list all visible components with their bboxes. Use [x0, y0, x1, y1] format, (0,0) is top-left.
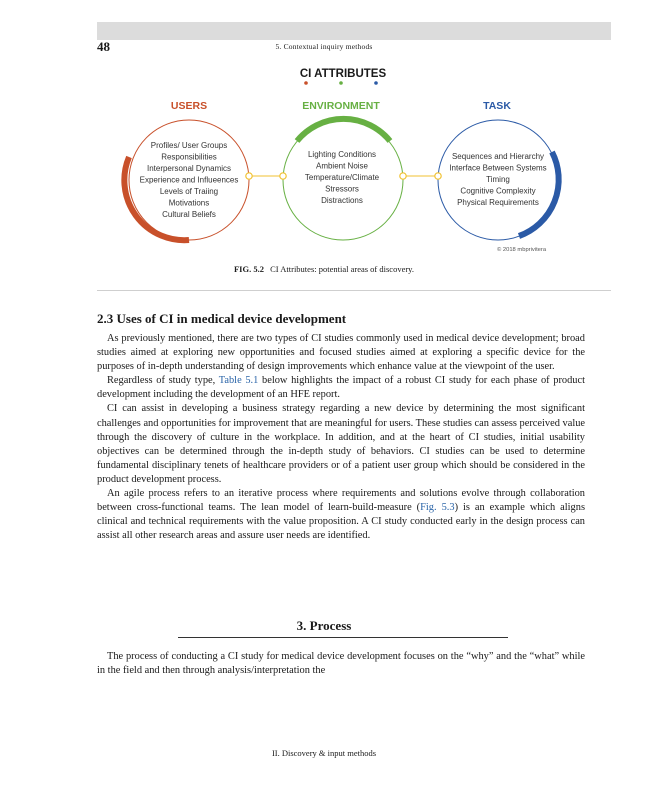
- copyright-note: © 2018 mbprivitera: [497, 247, 547, 253]
- paragraph: As previously mentioned, there are two types of CI studies commonly used in medical device development; broad studies aimed at exploring new opportunities and focused studies aimed at exploring a specific device for the purposes of in-depth understanding of design improvements which enhance value at the viewpoint of the user.: [97, 333, 585, 373]
- users-item: Cultural Beliefs: [162, 210, 216, 219]
- task-item: Physical Requirements: [457, 198, 539, 207]
- figure-caption: [0, 264, 648, 274]
- running-head: 5. Contextual inquiry methods: [275, 42, 373, 51]
- environment-label: ENVIRONMENT: [302, 100, 380, 112]
- process-body: [97, 650, 585, 678]
- node-environment-left: [280, 173, 286, 179]
- paragraph: Regardless of study type, Table 5.1 below highlights the impact of a robust CI study for each phase of product development including the development of an HFE report.: [97, 375, 586, 401]
- table-reference-link[interactable]: Table 5.1: [218, 375, 259, 387]
- section-heading: 2.3 Uses of CI in medical device development: [97, 311, 347, 326]
- title-dot-task: [374, 81, 378, 85]
- section-body: [97, 332, 585, 543]
- users-item: Motivations: [168, 198, 210, 208]
- users-item: Levels of Traiing: [159, 187, 219, 196]
- paragraph: CI can assist in developing a business strategy regarding a new device by determining the most significant challenges and opportunities for improvement that are meaningful for users. These studies can assess perceived value through the discovery of culture in the workplace. In addition, and at the heart of CI studies, initial usability objectives can be determined through the in-depth study of behaviors. CI studies can be used to determine fundamental disciplinary tenets of healthcare providers or of a patient user group which should be considered in the product development process.: [97, 403, 586, 485]
- task-item: Timing: [486, 175, 510, 184]
- environment-item: Distractions: [321, 196, 363, 205]
- users-item: Interpersonal Dynamics: [146, 164, 232, 173]
- section-divider: [97, 290, 611, 291]
- page-number: 48: [97, 39, 110, 54]
- figure-reference-link[interactable]: Fig. 5.3: [420, 502, 455, 514]
- paragraph: The process of conducting a CI study for medical device development focuses on the “why” and the “what” while in the field and then through analysis/interpretation the: [97, 651, 585, 677]
- title-dot-environment: [339, 81, 343, 85]
- users-label: USERS: [170, 100, 208, 112]
- title-dot-users: [304, 81, 308, 85]
- process-heading: 3. Process: [296, 618, 352, 633]
- task-label: TASK: [483, 100, 511, 112]
- paragraph: An agile process refers to an iterative process where requirements and solutions evolve through collaboration between cross-functional teams. The lean model of learn-build-measure (Fig. 5.3) is an example which aligns clinical and technical requirements with the value proposition. A CI study conducted early in the design process can assist all other research areas and assure user needs are identified.: [97, 488, 585, 542]
- environment-item: Ambient Noise: [315, 161, 369, 171]
- environment-item: Lighting Conditions: [307, 150, 377, 159]
- node-task-left: [435, 173, 441, 179]
- task-item: Cognitive Complexity: [460, 186, 536, 196]
- environment-item: Stressors: [325, 184, 359, 194]
- users-item: Responsibilities: [161, 152, 217, 162]
- page-footer: II. Discovery & input methods: [271, 748, 377, 758]
- users-item: Experience and Influeences: [139, 175, 239, 185]
- node-users-right: [246, 173, 252, 179]
- ci-attributes-figure: [97, 55, 611, 265]
- figure-title: CI ATTRIBUTES: [299, 68, 387, 80]
- environment-item: Temperature/Climate: [304, 173, 380, 182]
- figure-caption-label: FIG. 5.2: [233, 264, 264, 274]
- task-item: Sequences and Hierarchy: [451, 152, 545, 161]
- header-bar: [97, 22, 611, 40]
- node-environment-right: [400, 173, 406, 179]
- process-heading-rule: [178, 637, 508, 638]
- users-item: Profiles/ User Groups: [150, 141, 228, 150]
- task-item: Interface Between Systems: [449, 163, 547, 173]
- figure-caption-text: CI Attributes: potential areas of discovery.: [270, 264, 415, 274]
- environment-arc: [297, 119, 390, 141]
